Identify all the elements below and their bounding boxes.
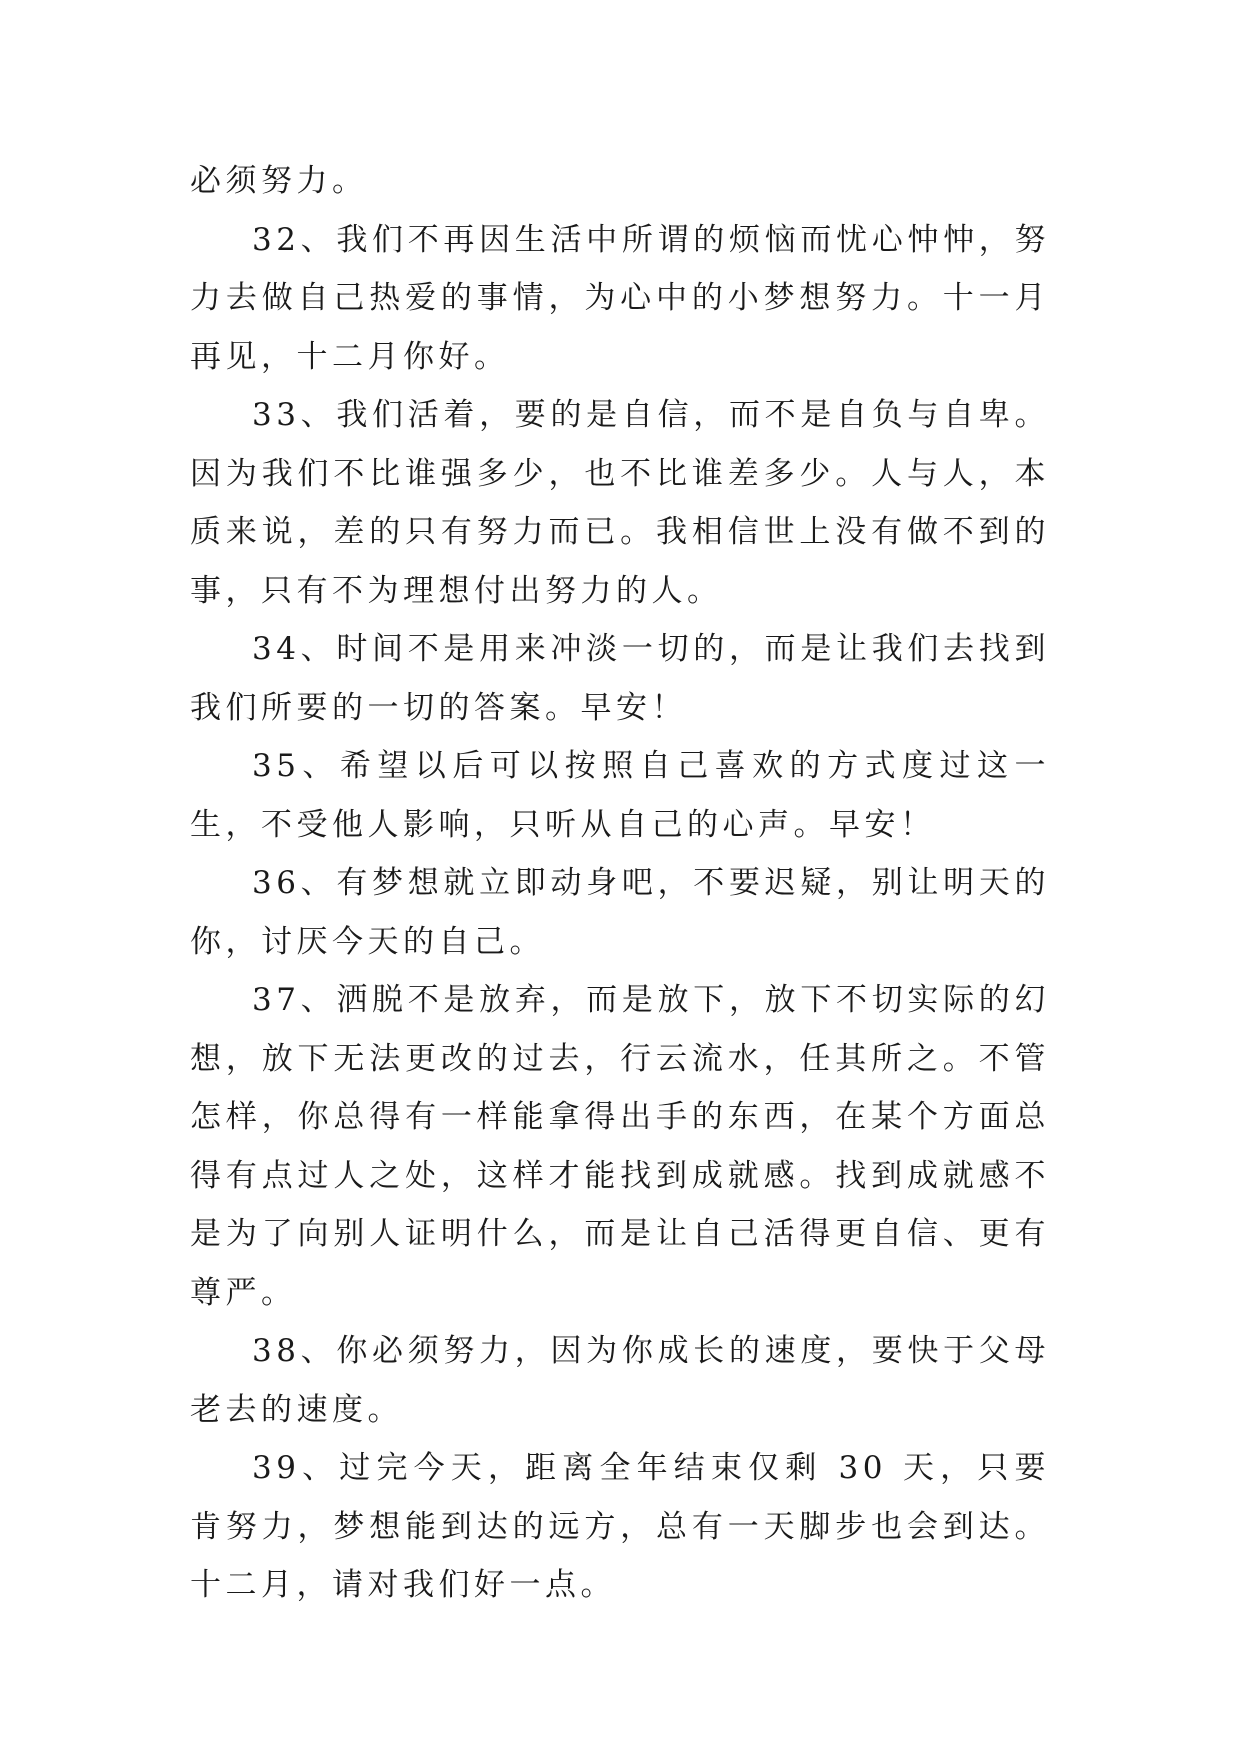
paragraph-37: 37、洒脱不是放弃，而是放下，放下不切实际的幻想，放下无法更改的过去，行云流水，任其所之。不管怎样，你总得有一样能拿得出手的东西，在某个方面总得有点过人之处，这样才能找到成就感。找到成就感不是为了向别人证明什么，而是让自己活得更自信、更有尊严。 (190, 982, 1050, 1311)
paragraph-32: 32、我们不再因生活中所谓的烦恼而忧心忡忡，努力去做自己热爱的事情，为心中的小梦想努力。十一月再见，十二月你好。 (190, 221, 1050, 375)
paragraph-38: 38、你必须努力，因为你成长的速度，要快于父母老去的速度。 (190, 1333, 1050, 1428)
paragraph-33: 33、我们活着，要的是自信，而不是自负与自卑。因为我们不比谁强多少，也不比谁差多少。人与人，本质来说，差的只有努力而已。我相信世上没有做不到的事，只有不为理想付出努力的人。 (190, 397, 1050, 609)
paragraph-continuation: 必须努力。 (190, 163, 368, 199)
document-body (190, 152, 1050, 1615)
paragraph-36: 36、有梦想就立即动身吧，不要迟疑，别让明天的你，讨厌今天的自己。 (190, 865, 1050, 960)
paragraph-35: 35、希望以后可以按照自己喜欢的方式度过这一生，不受他人影响，只听从自己的心声。早安！ (190, 748, 1050, 843)
paragraph-34: 34、时间不是用来冲淡一切的，而是让我们去找到我们所要的一切的答案。早安！ (190, 631, 1050, 726)
paragraph-39: 39、过完今天，距离全年结束仅剩 30 天，只要肯努力，梦想能到达的远方，总有一天脚步也会到达。十二月，请对我们好一点。 (190, 1450, 1050, 1603)
